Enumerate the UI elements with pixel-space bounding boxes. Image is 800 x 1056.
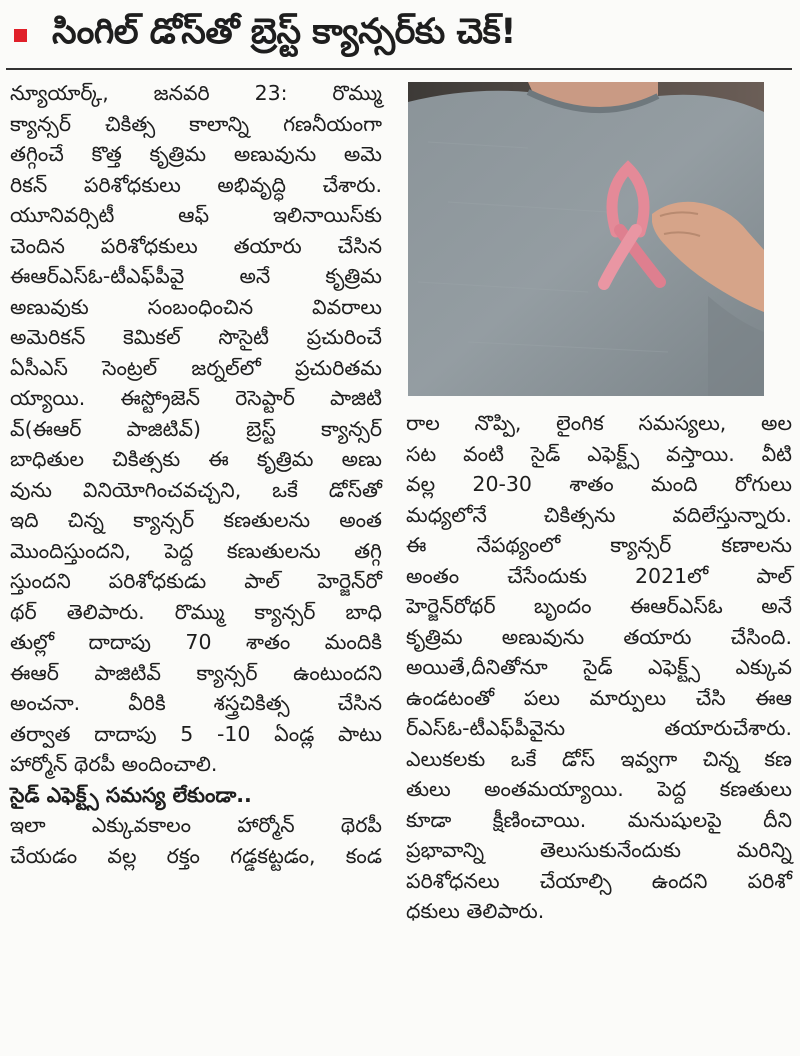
article-text-line: ఉండటంతో పలు మార్పులు చేసి ఈఆ xyxy=(406,685,792,710)
headline-rule xyxy=(6,68,792,70)
pink-ribbon-photo-icon xyxy=(408,82,764,396)
article-text-line: అంతం చేసేందుకు 2021లో పాల్ xyxy=(406,563,792,588)
article-text-line: ఇలా ఎక్కువకాలం హార్మోన్ థెరపీ xyxy=(10,813,382,837)
article-text-line: అణువుకు సంబంధించిన వివరాలు xyxy=(10,294,382,319)
article-text-line: చెందిన పరిశోధకులు తయారు చేసిన xyxy=(10,233,382,258)
article-text-line: తగ్గించే కొత్త కృత్రిమ అణువును అమె xyxy=(10,142,382,166)
article-text-line: కృత్రిమ అణువును తయారు చేసింది. xyxy=(406,624,792,649)
article-text-line: తర్వాత దాదాపు 5 -10 ఏండ్ల పాటు xyxy=(10,721,382,746)
article-text-line: తుల్లో దాదాపు 70 శాతం మందికి xyxy=(10,630,382,654)
article-photo xyxy=(408,82,764,396)
article-text-line: కూడా క్షీణించాయి. మనుషులపై దీని xyxy=(406,807,792,832)
article-text-line: స్తుందని పరిశోధకుడు పాల్ హెర్జెన్‌రో xyxy=(10,569,382,593)
article-text-line: అమెరికన్ కెమికల్ సొసైటీ ప్రచురించే xyxy=(10,325,382,349)
article-text-line: హార్మోన్ థెరపీ అందించాలి. xyxy=(10,752,218,776)
article-text-line: న్యూయార్క్, జనవరి 23: రొమ్ము xyxy=(10,81,382,105)
article-text-line: రాల నొప్పి, లైంగిక సమస్యలు, అల xyxy=(406,411,792,435)
article-text-line: ఈ నేపథ్యంలో క్యాన్సర్ కణాలను xyxy=(406,533,792,557)
article-text-line: అంచనా. వీరికి శస్త్రచికిత్స చేసిన xyxy=(10,691,382,715)
article-text-line: సట వంటి సైడ్ ఎఫెక్ట్స్ వస్తాయి. వీటి xyxy=(406,441,792,466)
article-text-line: క్యాన్సర్ చికిత్స కాలాన్ని గణనీయంగా xyxy=(10,111,382,136)
article-text-line: పరిశోధనలు చేయాల్సి ఉందని పరిశో xyxy=(406,868,792,893)
article-text-line: అయితే,దీనితోనూ సైడ్ ఎఫెక్ట్స్ ఎక్కువ xyxy=(406,655,792,679)
article-text-line: రికన్ పరిశోధకులు అభివృద్ధి చేశారు. xyxy=(10,172,382,197)
article-subheading: సైడ్ ఎఫెక్ట్స్ సమస్య లేకుండా.. xyxy=(10,782,252,807)
headline: సింగిల్ డోస్‌తో బ్రెస్ట్ క్యాన్సర్‌కు చెక్! xyxy=(52,12,516,52)
article-text-line: మధ్యలోనే చికిత్సను వదిలేస్తున్నారు. xyxy=(406,502,792,527)
article-text-line: థర్ తెలిపారు. రొమ్ము క్యాన్సర్ బాధి xyxy=(10,599,382,624)
article-text-line: ఈఆర్ఎస్ఓ-టీఎఫ్‌పీవై అనే కృత్రిమ xyxy=(10,264,382,288)
article-text-line: ర్ఎస్ఓ-టీఎఫ్‌పీవైను తయారుచేశారు. xyxy=(406,716,792,740)
article-text-line: చేయడం వల్ల రక్తం గడ్డకట్టడం, కండ xyxy=(10,843,382,868)
article-text-line: ఈఆర్ పాజిటివ్ క్యాన్సర్ ఉంటుందని xyxy=(10,660,382,685)
article-text-line: య్యాయి. ఈస్ట్రోజెన్ రెసెప్టార్ పాజిటి xyxy=(10,386,382,410)
article-text-line: బాధితుల చికిత్సకు ఈ కృత్రిమ అణు xyxy=(10,447,382,471)
article-text-line: వును వినియోగించవచ్చని, ఒకే డోస్‌తో xyxy=(10,477,382,502)
article-text-line: వ్(ఈఆర్ పాజిటివ్) బ్రెస్ట్ క్యాన్సర్ xyxy=(10,416,382,441)
headline-bullet xyxy=(14,29,27,42)
article-text-line: ఇది చిన్న క్యాన్సర్ కణతులను అంత xyxy=(10,508,382,532)
article-text-line: ధకులు తెలిపారు. xyxy=(406,899,545,923)
article-text-line: తులు అంతమయ్యాయి. పెద్ద కణతులు xyxy=(406,777,792,801)
article-text-line: వల్ల 20-30 శాతం మంది రోగులు xyxy=(406,472,792,496)
article-left-column xyxy=(10,78,382,871)
article-text-line: యూనివర్సిటీ ఆఫ్ ఇలినాయిస్‌కు xyxy=(10,203,382,227)
article-text-line: ప్రభావాన్ని తెలుసుకునేందుకు మరిన్ని xyxy=(406,838,792,862)
article-text-line: ఏసీఎస్ సెంట్రల్ జర్నల్‌లో ప్రచురితమ xyxy=(10,355,382,380)
article-text-line: మొందిస్తుందని, పెద్ద కణుతులను తగ్గి xyxy=(10,538,382,563)
article-right-column xyxy=(406,408,792,927)
article-text-line: హెర్జెన్‌రోథర్ బృందం ఈఆర్ఎస్ఓ అనే xyxy=(406,594,792,618)
article-text-line: ఎలుకలకు ఒకే డోస్ ఇవ్వగా చిన్న కణ xyxy=(406,746,792,771)
